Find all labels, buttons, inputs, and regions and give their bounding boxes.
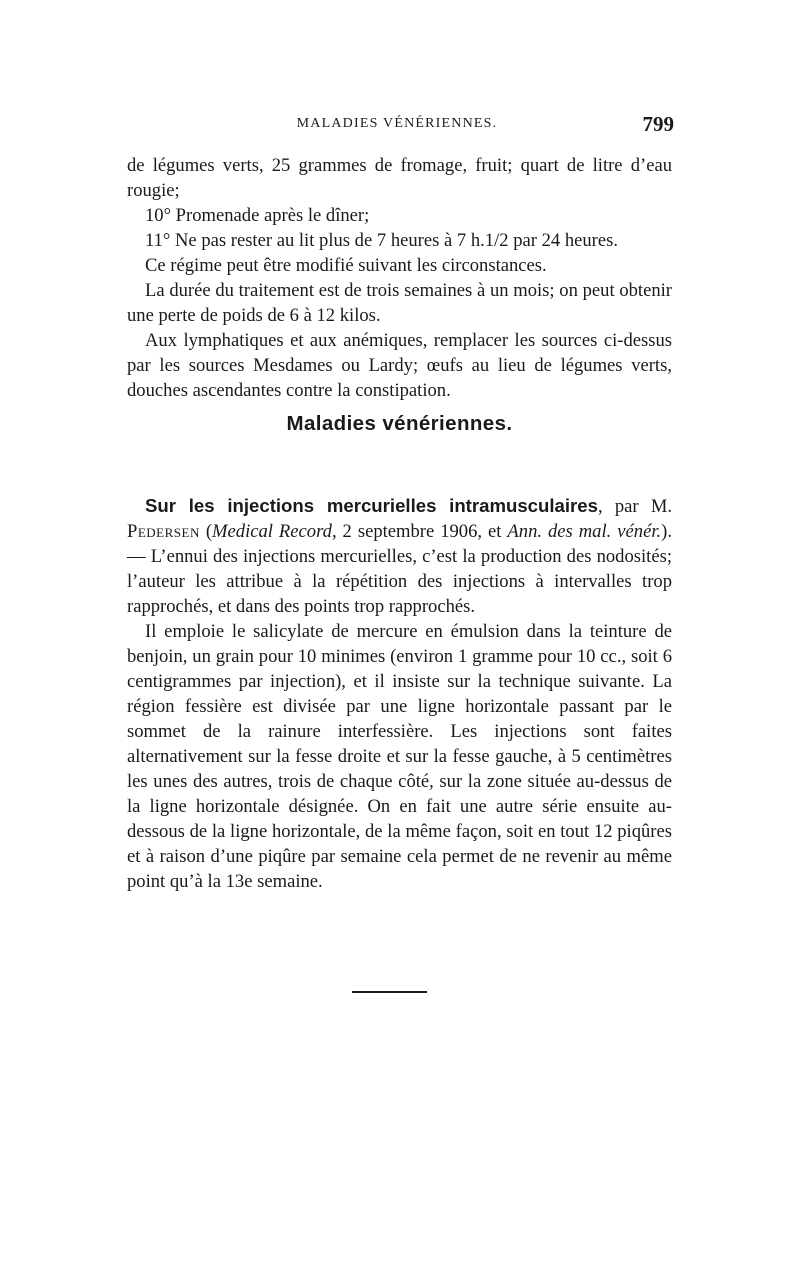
article-block: [127, 493, 672, 894]
source-open: (: [205, 521, 213, 542]
article-paragraph-1-text: — L’ennui des injections mercurielles, c’est la production des nodosités; l’auteur les attribue à la répétition des injections à intervalles trop rapprochés, et dans des points trop rapprochés.: [127, 546, 672, 617]
regimen-item-11: 11° Ne pas rester au lit plus de 7 heures à 7 h.1/2 par 24 heures.: [145, 230, 619, 251]
page-number: 799: [642, 112, 674, 136]
running-title: MALADIES VÉNÉRIENNES.: [296, 116, 498, 131]
running-header: [120, 112, 674, 142]
source-close: ).: [661, 521, 672, 542]
article-by: , par M.: [597, 496, 673, 517]
article-paragraph-1: [127, 493, 672, 619]
article-heading: Sur les injections mercurielles intramusculaires: [145, 495, 598, 516]
article-paragraph-2: Il emploie le salicylate de mercure en émulsion dans la teinture de benjoin, un grain pour 10 minimes (environ 1 gramme pour 10 cc., soit 6 centigrammes par injection), et il insiste sur la technique suivante. La région fessière est divisée par une ligne horizontale passant par le sommet de la rainure interfessière. Les injections sont faites alternativement sur la fesse droite et sur la fesse gauche, à 5 centimètres les unes des autres, trois de chaque côté, sur la zone située au-dessus de la ligne horizontale désignée. On en fait une autre série ensuite au-dessous de la ligne horizontale, de la même façon, soit en tout 12 piqûres et à raison d’une piqûre par semaine cela permet de ne revenir au même point qu’à la 13e semaine.: [127, 621, 672, 892]
section-title: Maladies vénériennes.: [286, 412, 513, 435]
regimen-note-lymphatiques: Aux lymphatiques et aux anémiques, remplacer les sources ci-dessus par les sources Mesdames ou Lardy; œufs au lieu de légumes verts, douches ascendantes contre la constipation.: [127, 330, 672, 401]
regimen-continuation: de légumes verts, 25 grammes de fromage, fruit; quart de litre d’eau rougie;: [127, 155, 672, 201]
regimen-note-duree: La durée du traitement est de trois semaines à un mois; on peut obtenir une perte de poids de 6 à 12 kilos.: [127, 280, 672, 326]
regimen-item-10: 10° Promenade après le dîner;: [145, 205, 370, 226]
article-author: Pedersen: [127, 521, 200, 542]
source-date: , 2 septembre 1906, et: [331, 521, 508, 542]
source-abbreviation: Ann. des mal. vénér.: [507, 521, 662, 542]
source-journal: Medical Record: [212, 521, 332, 542]
regimen-block: [127, 153, 672, 403]
regimen-note-modifie: Ce régime peut être modifié suivant les circonstances.: [145, 255, 547, 276]
end-rule: [352, 991, 427, 993]
